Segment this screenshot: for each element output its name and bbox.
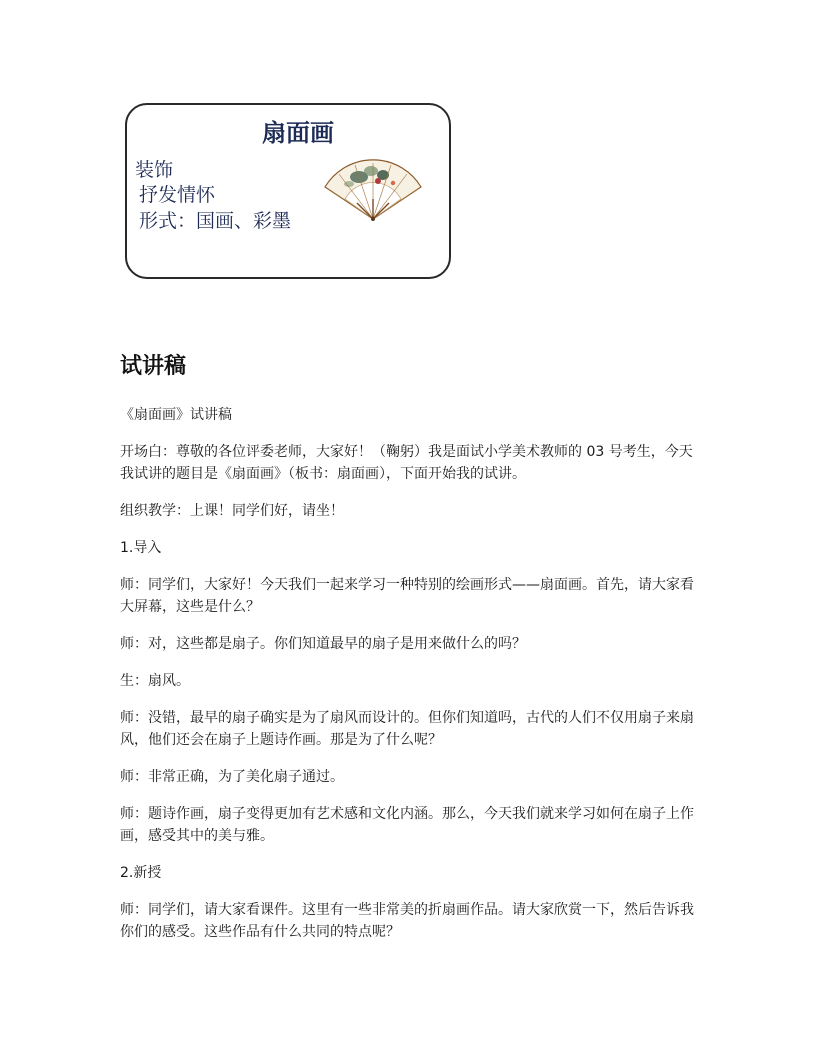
subheading-new-lesson: 2.新授: [120, 865, 162, 881]
lecture-script-body: [120, 404, 704, 958]
paragraph-dialogue: 师：同学们，大家好！今天我们一起来学习一种特别的绘画形式——扇面画。首先，请大家看大屏幕，这些是什么？: [120, 577, 694, 615]
paragraph-dialogue: 师：题诗作画，扇子变得更加有艺术感和文化内涵。那么，今天我们就来学习如何在扇子上作画，感受其中的美与雅。: [120, 806, 694, 844]
paragraph-dialogue: 生：扇风。: [120, 673, 190, 689]
section-heading: 试讲稿: [120, 354, 187, 379]
folding-fan-icon: [323, 157, 423, 223]
subheading-introduction: 1.导入: [120, 540, 162, 556]
paragraph-dialogue: 师：对，这些都是扇子。你们知道最早的扇子是用来做什么的吗？: [120, 636, 526, 652]
board-line-decoration: 装饰: [135, 159, 174, 181]
paragraph-dialogue: 师：没错，最早的扇子确实是为了扇风而设计的。但你们知道吗，古代的人们不仅用扇子来扇风，他们还会在扇子上题诗作画。那是为了什么呢？: [120, 710, 694, 748]
paragraph-opening: 开场白：尊敬的各位评委老师，大家好！（鞠躬）我是面试小学美术教师的 03 号考生，今天我试讲的题目是《扇面画》（板书：扇面画），下面开始我的试讲。: [120, 444, 693, 482]
paragraph-dialogue: 师：非常正确，为了美化扇子通过。: [120, 769, 344, 785]
paragraph-class-organization: 组织教学：上课！同学们好，请坐！: [120, 503, 344, 519]
blackboard-summary-box: [125, 103, 451, 279]
board-title: 扇面画: [262, 119, 334, 147]
script-title: 《扇面画》试讲稿: [120, 407, 232, 423]
board-line-form: 形式：国画、彩墨: [139, 210, 292, 232]
board-line-emotion: 抒发情怀: [139, 184, 216, 206]
paragraph-dialogue: 师：同学们，请大家看课件。这里有一些非常美的折扇画作品。请大家欣赏一下，然后告诉我你们的感受。这些作品有什么共同的特点呢？: [120, 902, 694, 940]
